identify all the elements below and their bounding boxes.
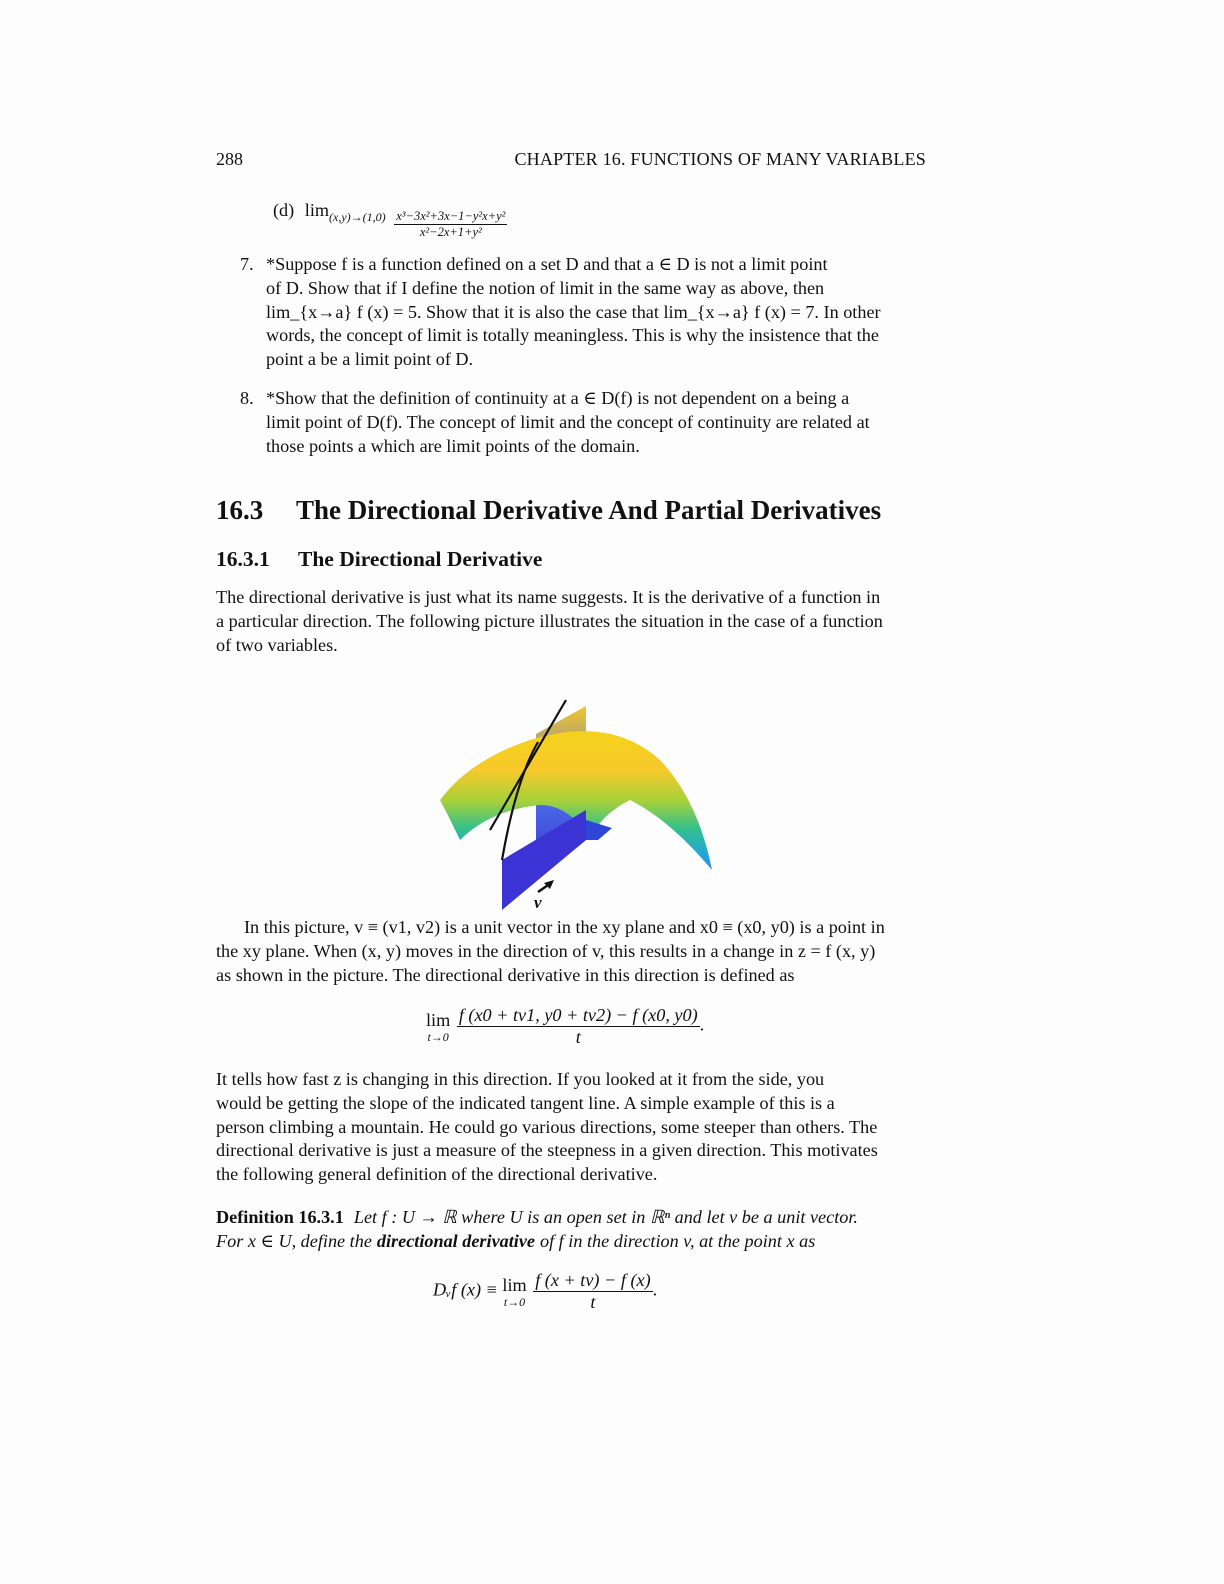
equation-definition [433, 1270, 657, 1313]
directional-derivative-figure [430, 690, 730, 920]
limit-operator [502, 1275, 526, 1308]
page-number: 288 [216, 149, 243, 169]
subsection-title: The Directional Derivative [298, 547, 543, 571]
text-line: In this picture, v ≡ (v1, v2) is a unit vector in the xy plane and x0 ≡ (x0, y0) is a point in [244, 917, 885, 937]
lim-word: lim [502, 1275, 527, 1295]
exercise-d [273, 200, 507, 240]
definition-keyword: directional derivative [376, 1230, 535, 1251]
definition-text: For x ∈ U, define the [216, 1230, 372, 1251]
section-title: The Directional Derivative And Partial Derivatives [296, 495, 882, 525]
definition-text: Let f : U → ℝ where U is an open set in ℝⁿ and let v be a unit vector. [353, 1207, 858, 1227]
text-line: of D. Show that if I define the notion of limit in the same way as above, then [266, 277, 825, 298]
section-heading [216, 495, 881, 526]
item-text [266, 253, 936, 372]
running-header: CHAPTER 16. FUNCTIONS OF MANY VARIABLES [514, 149, 926, 169]
item-number: 8. [240, 388, 254, 408]
equation-fraction [457, 1005, 700, 1048]
text-line: person climbing a mountain. He could go various directions, some steeper than others. The [216, 1116, 878, 1137]
vector-label: v [534, 893, 542, 912]
exercise-item-8 [240, 387, 936, 458]
item-text [266, 387, 936, 458]
limit-operator [426, 1010, 450, 1043]
text-line: lim_{x→a} f (x) = 5. Show that it is also the case that lim_{x→a} f (x) = 7. In other [266, 301, 881, 322]
equation-directional-limit [426, 1005, 704, 1048]
text-line: the xy plane. When (x, y) moves in the direction of v, this results in a change in z = f (x, y) [216, 940, 876, 961]
text-line: the following general definition of the directional derivative. [216, 1164, 658, 1185]
intro-paragraph [216, 586, 936, 657]
subsection-number: 16.3.1 [216, 547, 270, 571]
fraction-denominator: t [590, 1292, 596, 1312]
section-number: 16.3 [216, 495, 264, 525]
lim-word: lim [426, 1010, 451, 1030]
item-number: 7. [240, 254, 254, 274]
equation-period: . [699, 1014, 705, 1035]
text-line: of two variables. [216, 634, 338, 655]
exercise-item-7 [240, 253, 936, 372]
fraction-numerator: x³−3x²+3x−1−y²x+y² [396, 209, 506, 223]
text-line: as shown in the picture. The directional derivative in this direction is defined as [216, 964, 795, 985]
limit-fraction [394, 209, 507, 240]
limit-subscript: (x,y)→(1,0) [329, 210, 386, 224]
text-line: directional derivative is just a measure of the steepness in a given direction. This motivates [216, 1140, 878, 1161]
text-line: those points a which are limit points of the domain. [266, 435, 640, 456]
explanation-paragraph [216, 1068, 936, 1187]
text-line: would be getting the slope of the indicated tangent line. A simple example of this is a [216, 1092, 835, 1113]
fraction-numerator: f (x + tv) − f (x) [535, 1270, 651, 1290]
subsection-heading [216, 547, 542, 572]
lim-subscript: t→0 [427, 1030, 449, 1044]
text-line: *Show that the definition of continuity at a ∈ D(f) is not dependent on a being a [266, 388, 850, 408]
limit-operator: lim [304, 200, 330, 220]
text-line [216, 1206, 936, 1230]
definition-label: Definition 16.3.1 [216, 1207, 344, 1227]
fraction-denominator: t [575, 1027, 581, 1047]
equation-fraction [533, 1270, 652, 1313]
equation-period: . [652, 1279, 658, 1300]
definition-text: of f in the direction v, at the point x as [539, 1230, 816, 1251]
text-line: *Suppose f is a function defined on a set D and that a ∈ D is not a limit point [266, 254, 828, 274]
equation-lhs: Dᵥf (x) ≡ [433, 1279, 498, 1300]
text-line: point a be a limit point of D. [266, 349, 474, 370]
picture-paragraph [216, 916, 936, 987]
text-line [216, 1230, 936, 1254]
exercise-label: (d) [273, 200, 295, 220]
definition-block [216, 1206, 936, 1254]
lim-subscript: t→0 [503, 1295, 526, 1309]
text-line: It tells how fast z is changing in this direction. If you looked at it from the side, you [216, 1069, 825, 1089]
fraction-denominator: x²−2x+1+y² [419, 225, 482, 239]
text-line: The directional derivative is just what its name suggests. It is the derivative of a function in [216, 587, 881, 607]
text-line: a particular direction. The following picture illustrates the situation in the case of a function [216, 610, 883, 631]
surface-patch [440, 731, 712, 870]
text-line: limit point of D(f). The concept of limit and the concept of continuity are related at [266, 411, 870, 432]
fraction-numerator: f (x0 + tv1, y0 + tv2) − f (x0, y0) [458, 1005, 698, 1025]
text-line: words, the concept of limit is totally meaningless. This is why the insistence that the [266, 325, 879, 346]
